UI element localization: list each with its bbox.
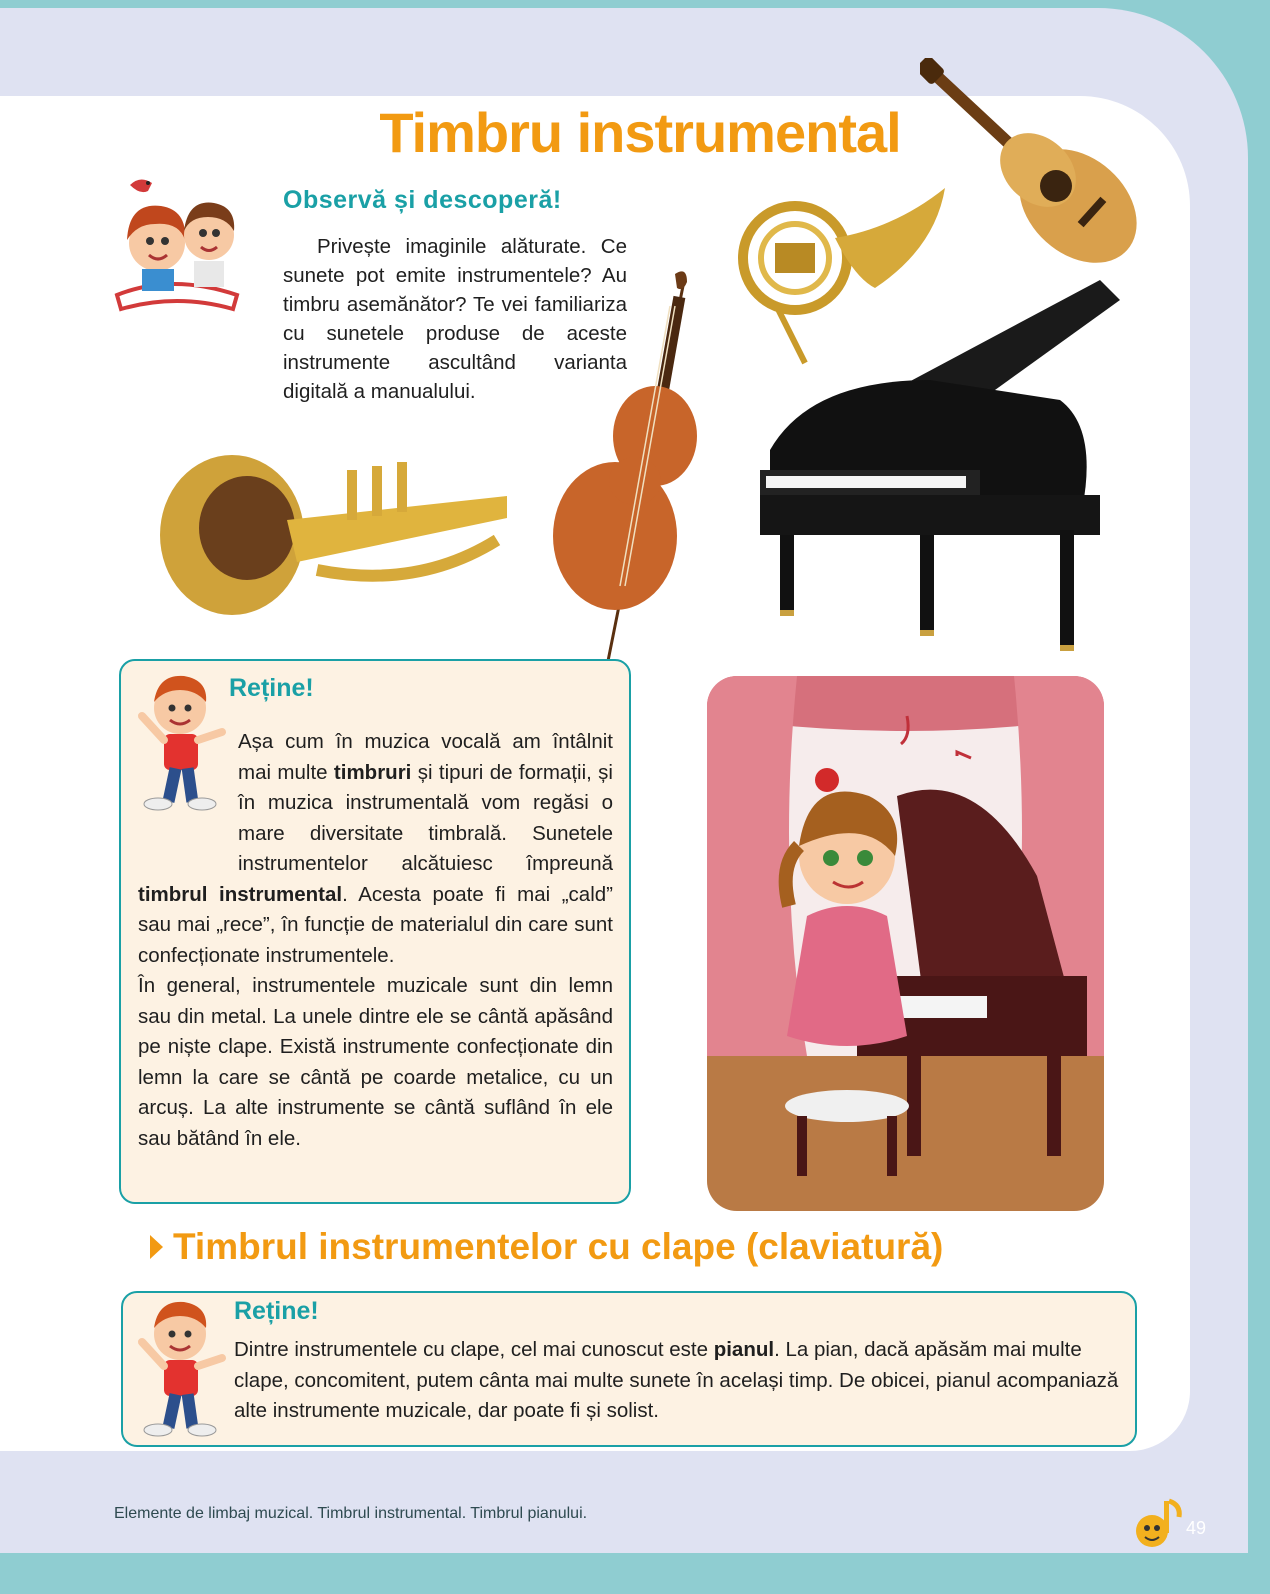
guitar-icon bbox=[920, 58, 1160, 268]
remember-text-1 bbox=[138, 727, 613, 1154]
text-wrap-spacer bbox=[138, 727, 238, 872]
music-note-mascot-icon bbox=[1130, 1497, 1186, 1553]
text-run: și tipuri de formații, și în muzica instrumentală vom regăsi o mare diversitate timbrală. Sunetele instrumentelor alcătuiesc împreună bbox=[238, 760, 613, 875]
bold-term-pianul: pianul bbox=[713, 1338, 775, 1361]
text-run: Așa cum în muzica vocală am întâlnit mai multe bbox=[238, 730, 613, 784]
kids-reading-illustration bbox=[112, 165, 242, 315]
bold-term-timbrul-instrumental: timbrul instrumental bbox=[138, 882, 343, 906]
grand-piano-icon bbox=[760, 280, 1130, 665]
remember-text-2 bbox=[234, 1335, 1124, 1427]
remember-paragraph-2: În general, instrumentele muzicale sunt din lemn sau din metal. La unele dintre ele se cântă apăsând pe niște clape. Există instrumente confecționate din lemn la care se cântă pe coarde metalice, cu un arcuș. La alte instrumente se cântă suflând în ele sau bătând în ele. bbox=[138, 974, 613, 1150]
observe-heading: Observă și descoperă! bbox=[283, 186, 562, 214]
observe-text: Privește imaginile alăturate. Ce sunete pot emite instrumentele? Au timbru asemănător? Te vei familiariza cu sunetele produse de aceste instrumente ascultând varianta digitală a manualului. bbox=[283, 235, 627, 403]
section-heading bbox=[150, 1226, 943, 1268]
remember-heading-1: Reține! bbox=[229, 674, 314, 702]
page-number: 49 bbox=[1186, 1518, 1207, 1538]
text-run: . Acesta poate fi mai „cald” sau mai „rece”, în funcție de materialul din care sunt confecționate instrumentele. bbox=[138, 882, 613, 967]
text-run: Dintre instrumentele cu clape, cel mai cunoscut este bbox=[234, 1338, 714, 1361]
bold-term-timbruri: timbruri bbox=[333, 760, 412, 784]
text-run: . La pian, dacă apăsăm mai multe clape, concomitent, putem cânta mai multe sunete în același timp. De obicei, pianul acompaniază alte instrumente muzicale, dar poate fi și solist. bbox=[234, 1338, 1119, 1422]
section-heading-text: Timbrul instrumentelor cu clape (claviatură) bbox=[173, 1226, 944, 1267]
boy-pointing-illustration-2 bbox=[130, 1298, 230, 1438]
cello-icon bbox=[545, 266, 715, 681]
trumpet-icon bbox=[157, 450, 527, 620]
page-title: Timbru instrumental bbox=[379, 101, 901, 164]
remember-heading-2: Reține! bbox=[234, 1297, 319, 1325]
bullet-triangle-icon bbox=[150, 1235, 163, 1259]
girl-piano-illustration bbox=[707, 676, 1104, 1211]
footer-text: Elemente de limbaj muzical. Timbrul instrumental. Timbrul pianului. bbox=[114, 1505, 588, 1522]
